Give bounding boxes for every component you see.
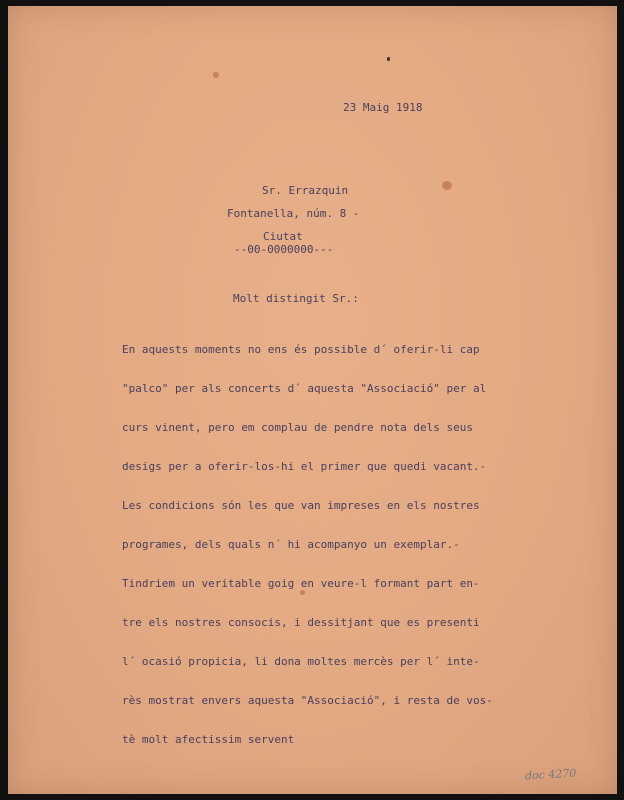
salutation: Molt distingit Sr.: (233, 292, 359, 305)
body-line: l´ ocasió propicia, li dona moltes mercès per l´ inte- (122, 655, 480, 668)
stain-spot (442, 181, 452, 190)
body-line: programes, dels quals n´ hi acompanyo un exemplar.- (122, 538, 460, 551)
letter-date: 23 Maig 1918 (343, 101, 423, 114)
body-line: rès mostrat envers aquesta "Associació", i resta de vos- (122, 694, 493, 707)
body-line: curs vinent, pero em complau de pendre nota dels seus (122, 421, 473, 434)
stain-spot (213, 72, 219, 78)
body-line: tè molt afectissim servent (122, 733, 295, 746)
separator-rule: --00-0000000--- (234, 243, 334, 256)
recipient-city: Ciutat (263, 230, 303, 243)
stain-spot (387, 57, 390, 61)
recipient-name: Sr. Errazquin (262, 184, 349, 197)
body-line: Les condicions són les que van impreses en els nostres (122, 499, 480, 512)
letter-body (122, 317, 493, 759)
body-line: desigs per a oferir-los-hi el primer que quedi vacant.- (122, 460, 487, 473)
body-line: tre els nostres consocis, i dessitjant que es presenti (122, 616, 480, 629)
recipient-address: Fontanella, núm. 8 - (227, 207, 360, 220)
body-line: "palco" per als concerts d´ aquesta "Associació" per al (122, 382, 487, 395)
body-line: En aquests moments no ens és possible d´ oferir-li cap (122, 343, 480, 356)
archive-mark: doc 4270 (524, 766, 577, 783)
body-line: Tindriem un veritable goig en veure-l formant part en- (122, 577, 480, 590)
